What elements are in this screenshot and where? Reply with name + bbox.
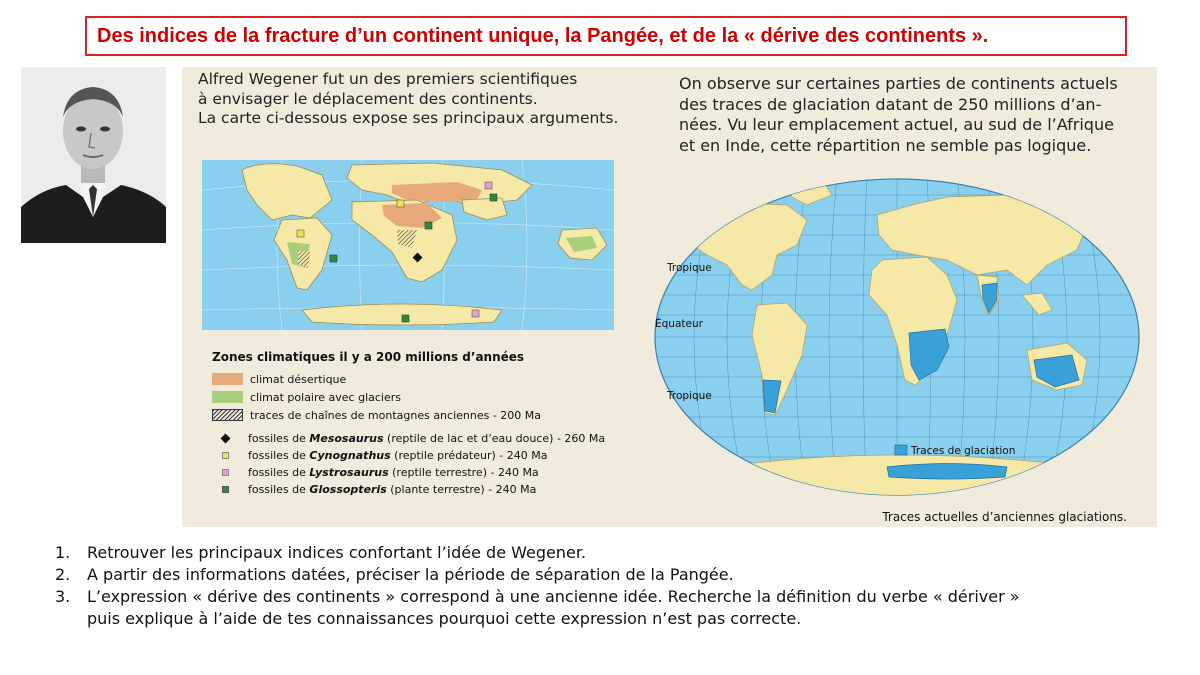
intro-line: Alfred Wegener fut un des premiers scientifiques	[198, 70, 578, 88]
glaciation-line: nées. Vu leur emplacement actuel, au sud de l’Afrique	[679, 115, 1114, 134]
fossil-suffix: (reptile terrestre) - 240 Ma	[388, 466, 539, 479]
slide-title-box	[85, 16, 1127, 56]
hatch-swatch	[212, 409, 243, 421]
polar-swatch	[212, 391, 243, 403]
glaciation-text	[679, 74, 1149, 156]
fossil-species: Lystrosaurus	[309, 466, 389, 479]
fossil-marker	[485, 182, 492, 189]
glaciation-panel	[635, 67, 1157, 527]
question-number: 1.	[55, 543, 71, 562]
glaciation-world-map	[647, 175, 1145, 500]
question-item-continued	[55, 608, 1165, 630]
question-list	[55, 542, 1165, 630]
fossil-marker	[472, 310, 479, 317]
fossil-marker	[330, 255, 337, 262]
question-number: 3.	[55, 587, 71, 606]
question-number	[55, 608, 87, 630]
legend-row-polar	[212, 388, 632, 406]
glaciation-legend-swatch	[895, 445, 907, 455]
wegener-arguments-panel	[182, 67, 635, 527]
legend-row-mountains	[212, 406, 632, 424]
legend-row-cynognathus	[212, 447, 632, 464]
fossil-marker	[425, 222, 432, 229]
legend-row-glossopteris	[212, 481, 632, 498]
legend-row-mesosaurus	[212, 430, 632, 447]
fossil-suffix: (reptile prédateur) - 240 Ma	[390, 449, 548, 462]
map-caption: Traces actuelles d’anciennes glaciations.	[882, 510, 1127, 524]
question-text: puis explique à l’aide de tes connaissances pourquoi cette expression n’est pas correcte.	[87, 609, 802, 628]
glaciation-zone	[887, 464, 1007, 480]
fossil-species: Mesosaurus	[309, 432, 384, 445]
fossil-prefix: fossiles de	[248, 432, 310, 445]
tropic-south-label: Tropique	[667, 390, 712, 402]
intro-text	[198, 70, 635, 129]
fossil-prefix: fossiles de	[248, 449, 310, 462]
legend-label: climat polaire avec glaciers	[250, 390, 402, 404]
legend-label: traces de chaînes de montagnes anciennes - 200 Ma	[250, 408, 542, 422]
fossil-suffix: (reptile de lac et d’eau douce) - 260 Ma	[383, 432, 606, 445]
glaciation-legend-label: Traces de glaciation	[911, 445, 1016, 457]
yellow-square-icon	[222, 452, 229, 459]
fossil-marker	[397, 200, 404, 207]
diamond-icon	[221, 434, 231, 444]
wegener-portrait	[21, 67, 166, 243]
tropic-north-label: Tropique	[667, 262, 712, 274]
intro-line: La carte ci-dessous expose ses principaux arguments.	[198, 109, 619, 127]
fossil-marker	[490, 194, 497, 201]
fossil-prefix: fossiles de	[248, 466, 310, 479]
glaciation-line: On observe sur certaines parties de continents actuels	[679, 74, 1118, 93]
glaciation-line: des traces de glaciation datant de 250 millions d’an-	[679, 94, 1102, 114]
fossil-species: Glossopteris	[309, 483, 387, 496]
question-item	[55, 564, 1165, 586]
fossil-marker	[297, 230, 304, 237]
fossil-species: Cynognathus	[309, 449, 391, 462]
legend-row-desert	[212, 370, 632, 388]
question-item	[55, 586, 1165, 608]
equator-label: Équateur	[655, 318, 703, 330]
pangea-map	[202, 160, 614, 330]
fossil-prefix: fossiles de	[248, 483, 310, 496]
question-text: L’expression « dérive des continents » correspond à une ancienne idée. Recherche la définition du verbe « dériver »	[87, 587, 1020, 606]
question-number: 2.	[55, 565, 71, 584]
question-item	[55, 542, 1165, 564]
legend-row-lystrosaurus	[212, 464, 632, 481]
legend-title: Zones climatiques il y a 200 millions d’années	[212, 350, 525, 364]
fossil-marker	[402, 315, 409, 322]
question-text: A partir des informations datées, préciser la période de séparation de la Pangée.	[87, 565, 734, 584]
fossil-suffix: (plante terrestre) - 240 Ma	[386, 483, 537, 496]
slide-title: Des indices de la fracture d’un continent unique, la Pangée, et de la « dérive des continents ».	[97, 24, 989, 47]
question-text: Retrouver les principaux indices confortant l’idée de Wegener.	[87, 543, 587, 562]
legend-label: climat désertique	[250, 372, 347, 386]
green-square-icon	[222, 486, 229, 493]
paleoclimate-legend	[212, 350, 632, 498]
desert-swatch	[212, 373, 243, 385]
glaciation-line: et en Inde, cette répartition ne semble pas logique.	[679, 135, 1092, 155]
pink-square-icon	[222, 469, 229, 476]
intro-line: à envisager le déplacement des continents.	[198, 89, 538, 108]
